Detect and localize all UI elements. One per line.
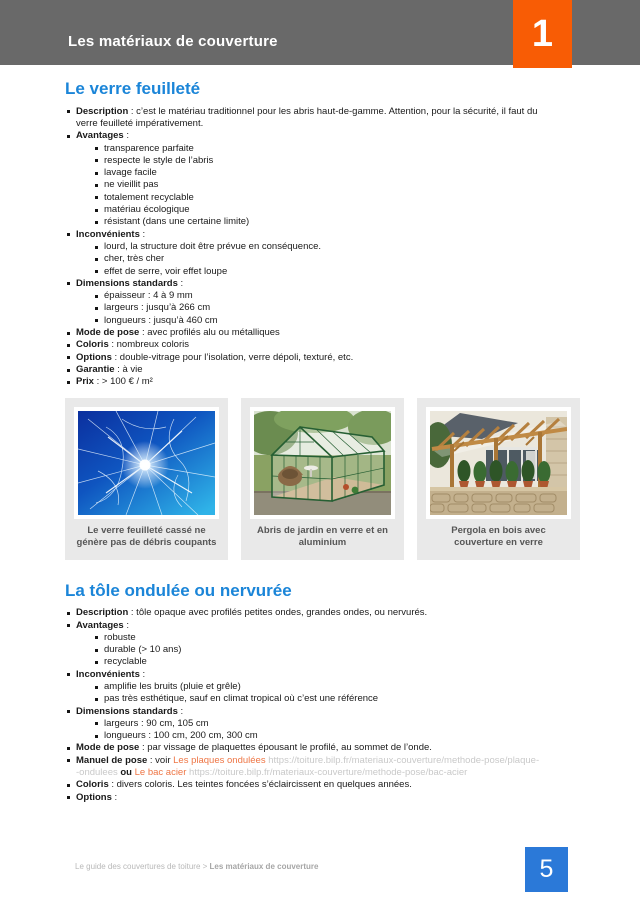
list-item	[93, 681, 573, 693]
text-run: Avantages	[76, 130, 124, 142]
text-run: recyclable	[104, 656, 147, 668]
image-gallery	[65, 398, 573, 560]
list-item	[65, 779, 573, 791]
breadcrumb-current: Les matériaux de couverture	[209, 862, 319, 871]
glass-shelter-photo	[250, 407, 395, 519]
text-run: largeurs : jusqu’à 266 cm	[104, 302, 211, 314]
list-item	[93, 718, 573, 730]
text-run: résistant (dans une certaine limite)	[104, 216, 250, 228]
text-run: ne vieillit pas	[104, 179, 159, 191]
text-run: Description	[76, 105, 129, 117]
breadcrumb	[75, 863, 318, 871]
text-run: Options	[76, 351, 112, 363]
chapter-number-badge: 1	[513, 0, 572, 68]
text-run: matériau écologique	[104, 204, 190, 216]
list-item	[93, 315, 573, 327]
list-item	[65, 327, 573, 339]
list-item	[93, 216, 573, 228]
text-run: : voir	[147, 754, 174, 766]
list-item	[93, 204, 573, 216]
section-heading: La tôle ondulée ou nervurée	[65, 580, 292, 600]
text-run: épaisseur : 4 à 9 mm	[104, 290, 193, 302]
text-run: lavage facile	[104, 167, 157, 179]
sub-bullet-list	[93, 718, 573, 743]
sub-bullet-list	[93, 681, 573, 706]
text-run: : avec profilés alu ou métalliques	[139, 327, 280, 339]
page-number-badge: 5	[525, 847, 568, 892]
text-run: transparence parfaite	[104, 142, 194, 154]
text-run: : > 100 € / m²	[93, 376, 153, 388]
text-run: :	[177, 705, 184, 717]
text-run: Mode de pose	[76, 742, 140, 754]
chapter-title: Les matériaux de couverture	[68, 33, 278, 50]
text-run: lourd, la structure doit être prévue en conséquence.	[104, 240, 322, 252]
text-run: Coloris	[76, 339, 109, 351]
list-item	[93, 644, 573, 656]
list-item	[93, 266, 573, 278]
inline-url[interactable]: -ondulees	[76, 767, 118, 779]
photo-caption: Le verre feuilleté cassé ne génère pas de débris coupants	[76, 524, 217, 548]
text-run: :	[111, 791, 118, 803]
breadcrumb-prefix: Le guide des couvertures de toiture >	[75, 862, 210, 871]
text-run: Coloris	[76, 779, 109, 791]
list-item	[93, 656, 573, 668]
photo-caption: Abris de jardin en verre et en aluminium	[257, 524, 388, 548]
page-content	[65, 80, 573, 804]
text-run: Manuel de pose	[76, 754, 148, 766]
inline-link[interactable]: Les plaques ondulées	[173, 754, 266, 766]
text-run: respecte le style de l’abris	[104, 154, 214, 166]
text-run: : double-vitrage pour l’isolation, verre dépoli, texturé, etc.	[111, 351, 354, 363]
text-run: :	[139, 228, 146, 240]
section-heading: Le verre feuilleté	[65, 79, 201, 98]
text-run: pas très esthétique, sauf en climat tropical où c’est une référence	[104, 693, 379, 705]
text-run: :	[139, 668, 146, 680]
list-item	[93, 730, 573, 742]
image-card-garden-shelter	[241, 398, 404, 560]
text-run: : nombreux coloris	[108, 339, 189, 351]
text-run: Inconvénients	[76, 228, 140, 240]
list-item	[65, 620, 573, 669]
pergola-photo	[426, 407, 571, 519]
inline-link[interactable]: Le bac acier	[134, 767, 187, 779]
text-run: amplifie les bruits (pluie et grêle)	[104, 680, 241, 692]
list-item	[93, 302, 573, 314]
list-item	[65, 792, 573, 804]
list-item	[65, 706, 573, 743]
list-item	[65, 607, 573, 619]
sub-bullet-list	[93, 143, 573, 229]
list-item	[93, 290, 573, 302]
text-run: Inconvénients	[76, 668, 140, 680]
text-run: Dimensions standards	[76, 705, 178, 717]
list-item	[65, 130, 573, 228]
list-item	[65, 755, 573, 780]
section-verre-feuillete	[65, 80, 573, 389]
text-run: totalement recyclable	[104, 191, 194, 203]
text-run: cher, très cher	[104, 253, 165, 265]
list-item	[65, 278, 573, 327]
section-tole-ondulee	[65, 582, 573, 804]
bullet-list	[65, 106, 573, 389]
text-run: Description	[76, 607, 129, 619]
list-item	[65, 364, 573, 376]
list-item	[93, 179, 573, 191]
text-run: Options	[76, 791, 112, 803]
text-run: ou	[120, 767, 132, 779]
list-item	[93, 693, 573, 705]
sub-bullet-list	[93, 632, 573, 669]
list-item	[93, 632, 573, 644]
text-run: :	[123, 130, 129, 142]
text-run: Avantages	[76, 619, 124, 631]
inline-url[interactable]: https://toiture.bilp.fr/materiaux-couverture/methode-pose/plaque-	[265, 754, 540, 766]
list-item	[93, 253, 573, 265]
list-item	[93, 241, 573, 253]
text-run: longueurs : jusqu’à 460 cm	[104, 314, 218, 326]
text-run: effet de serre, voir effet loupe	[104, 265, 228, 277]
list-item	[65, 742, 573, 754]
text-run: largeurs : 90 cm, 105 cm	[104, 717, 209, 729]
text-run: : divers coloris. Les teintes foncées s’éclaircissent en quelques années.	[108, 779, 412, 791]
text-run: : tôle opaque avec profilés petites ondes, grandes ondes, ou nervurés.	[128, 607, 428, 619]
list-item	[93, 192, 573, 204]
text-run: verre feuilleté impérativement.	[76, 117, 204, 129]
text-run: : par vissage de plaquettes épousant le profilé, au sommet de l’onde.	[139, 742, 432, 754]
text-run: Garantie	[76, 363, 115, 375]
list-item	[65, 106, 573, 131]
list-item	[65, 229, 573, 278]
list-item	[65, 376, 573, 388]
text-run: Prix	[76, 376, 94, 388]
image-card-pergola	[417, 398, 580, 560]
text-run: Mode de pose	[76, 327, 140, 339]
list-item	[65, 669, 573, 706]
image-card-broken-glass	[65, 398, 228, 560]
sub-bullet-list	[93, 290, 573, 327]
list-item	[93, 167, 573, 179]
text-run: robuste	[104, 631, 136, 643]
text-run: longueurs : 100 cm, 200 cm, 300 cm	[104, 730, 258, 742]
text-run: Dimensions standards	[76, 277, 178, 289]
list-item	[65, 352, 573, 364]
bullet-list	[65, 607, 573, 804]
inline-url[interactable]: https://toiture.bilp.fr/materiaux-couverture/methode-pose/bac-acier	[186, 767, 468, 779]
sub-bullet-list	[93, 241, 573, 278]
broken-glass-photo	[74, 407, 219, 519]
text-run: :	[177, 277, 184, 289]
text-run: : c’est le matériau traditionnel pour les abris haut-de-gamme. Attention, pour la sécurité, il faut du	[128, 105, 538, 117]
text-run: : à vie	[114, 363, 143, 375]
text-run: :	[123, 619, 129, 631]
photo-caption: Pergola en bois avec couverture en verre	[451, 524, 546, 548]
list-item	[93, 143, 573, 155]
text-run: durable (> 10 ans)	[104, 644, 182, 656]
list-item	[65, 339, 573, 351]
list-item	[93, 155, 573, 167]
